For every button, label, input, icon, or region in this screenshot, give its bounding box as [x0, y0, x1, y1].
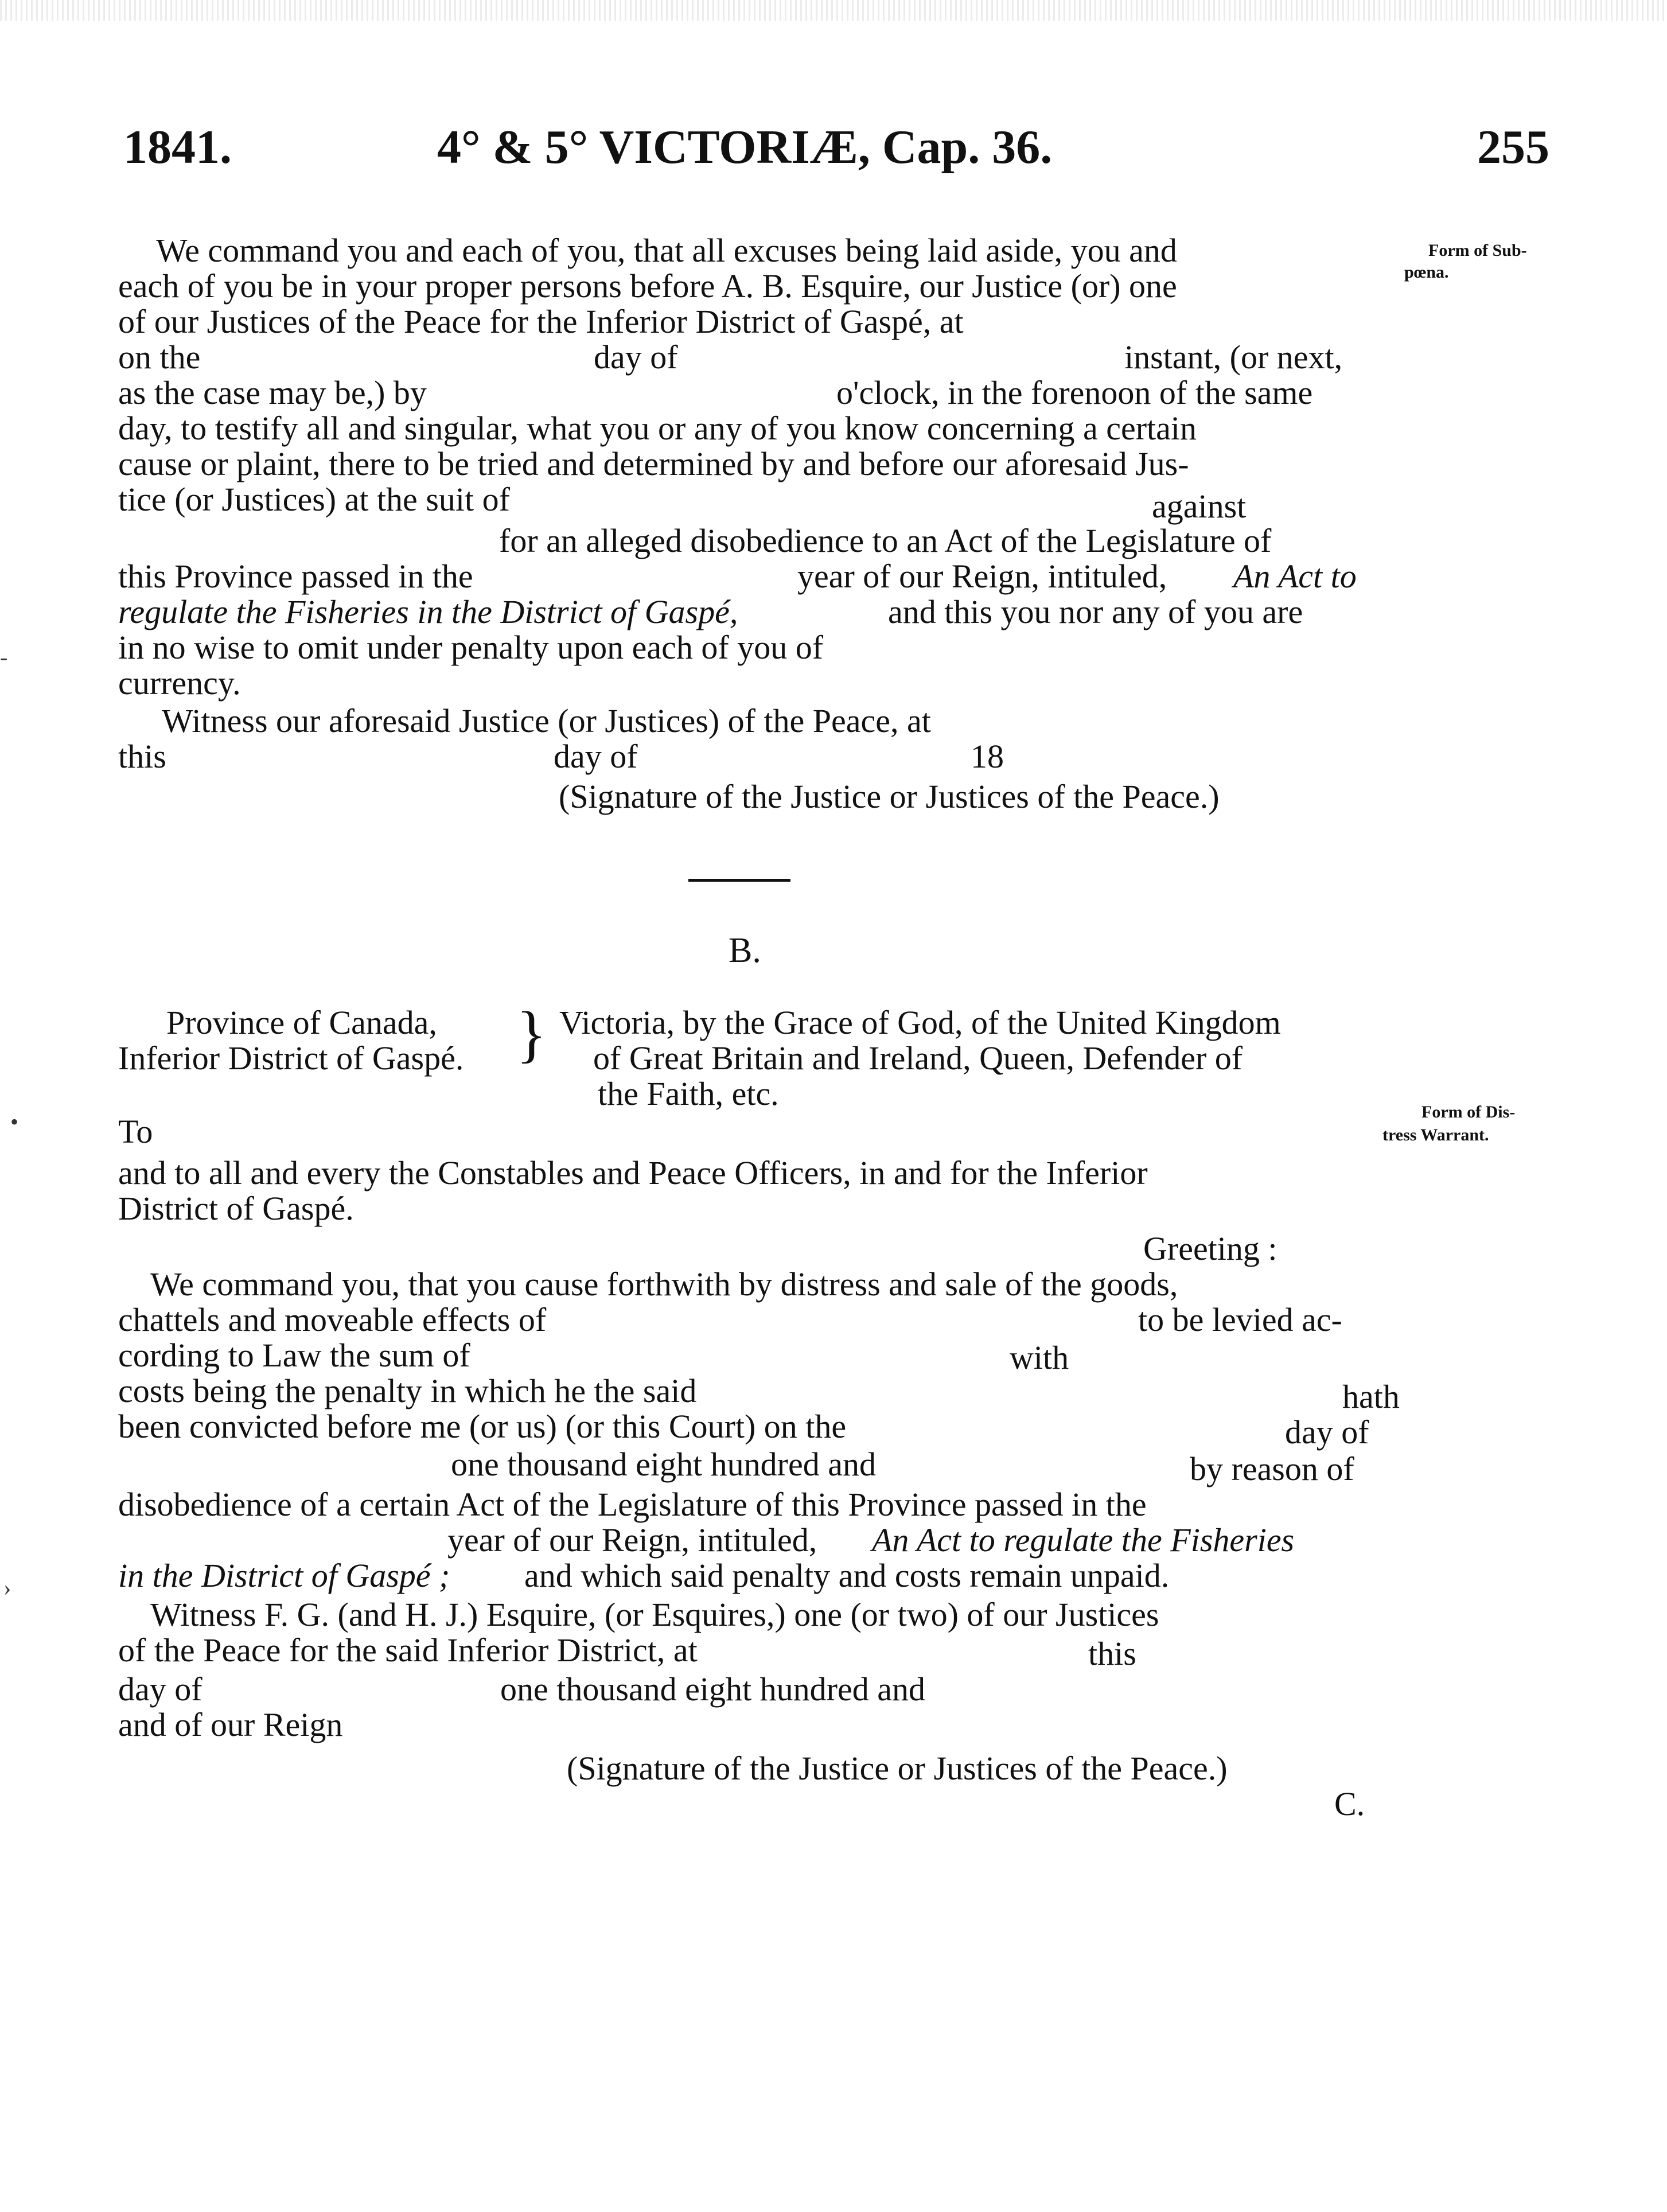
form-b-line: An Act to regulate the Fisheries — [872, 1521, 1295, 1559]
form-a-line: this — [118, 738, 166, 775]
section-divider — [688, 879, 790, 882]
form-a-line: o'clock, in the forenoon of the same — [836, 374, 1313, 411]
form-b-line: to be levied ac- — [1138, 1301, 1342, 1338]
brace-glyph: } — [516, 999, 547, 1069]
form-b-line: day of — [118, 1670, 202, 1708]
form-b-style-line: the Faith, etc. — [598, 1075, 779, 1112]
form-b-line: day of — [1285, 1413, 1369, 1451]
scan-mark-glyph: - — [0, 644, 8, 670]
scan-mark-glyph: • — [10, 1109, 19, 1135]
form-a-line: day of — [594, 338, 678, 376]
form-a-line: and this you nor any of you are — [888, 593, 1303, 630]
form-b-line: with — [1010, 1339, 1069, 1376]
form-a-line: each of you be in your proper persons before A. B. Esquire, our Justice (or) one — [118, 267, 1177, 305]
form-a-line: We command you and each of you, that all excuses being laid aside, you and — [156, 232, 1177, 269]
form-b-line: one thousand eight hundred and — [500, 1670, 925, 1708]
header-page-number: 255 — [1477, 120, 1549, 174]
form-b-line: of the Peace for the said Inferior District, at — [118, 1631, 698, 1669]
form-b-line: hath — [1342, 1378, 1400, 1415]
form-b-line: cording to Law the sum of — [118, 1337, 470, 1374]
form-b-province: Province of Canada, — [166, 1004, 437, 1041]
form-b-line: and which said penalty and costs remain unpaid. — [524, 1557, 1170, 1594]
form-a-line: on the — [118, 338, 201, 376]
form-a-line: day, to testify all and singular, what you or any of you know concerning a certain — [118, 410, 1197, 447]
form-b-line: Witness F. G. (and H. J.) Esquire, (or Esquires,) one (or two) of our Justices — [150, 1596, 1159, 1633]
form-a-line: against — [1152, 488, 1247, 525]
next-form-label: C. — [1334, 1785, 1365, 1822]
margin-note-subpoena-line2: pœna. — [1404, 263, 1449, 282]
form-b-line: in the District of Gaspé ; — [118, 1557, 450, 1594]
form-b-signature: (Signature of the Justice or Justices of the Peace.) — [567, 1750, 1228, 1787]
form-b-style-line: Victoria, by the Grace of God, of the United Kingdom — [559, 1004, 1281, 1041]
form-b-line: by reason of — [1190, 1450, 1354, 1487]
form-a-signature: (Signature of the Justice or Justices of the Peace.) — [559, 778, 1220, 815]
form-b-line: disobedience of a certain Act of the Legislature of this Province passed in the — [118, 1486, 1147, 1523]
form-b-line: and of our Reign — [118, 1706, 343, 1743]
form-a-line: day of — [554, 738, 638, 775]
form-b-line: District of Gaspé. — [118, 1190, 354, 1227]
form-b-heading: B. — [729, 931, 761, 970]
header-year: 1841. — [123, 120, 232, 174]
form-b-style-line: of Great Britain and Ireland, Queen, Defender of — [593, 1039, 1243, 1077]
form-b-line: this — [1088, 1635, 1136, 1672]
margin-note-subpoena-line1: Form of Sub- — [1428, 241, 1527, 260]
form-a-line: as the case may be,) by — [118, 374, 427, 411]
scan-edge — [0, 0, 1667, 21]
form-b-line: one thousand eight hundred and — [451, 1446, 876, 1483]
form-b-line: costs being the penalty in which he the said — [118, 1372, 697, 1409]
form-a-line: year of our Reign, intituled, — [797, 558, 1167, 595]
form-a-line: 18 — [971, 738, 1004, 775]
form-b-line: We command you, that you cause forthwith by distress and sale of the goods, — [150, 1265, 1178, 1303]
form-a-line: of our Justices of the Peace for the Inferior District of Gaspé, at — [118, 303, 964, 340]
scan-mark-glyph: › — [3, 1575, 11, 1600]
form-a-line: An Act to — [1233, 558, 1357, 595]
form-a-line: in no wise to omit under penalty upon each of you of — [118, 629, 824, 666]
form-b-greeting: Greeting : — [1143, 1230, 1277, 1267]
form-a-line: this Province passed in the — [118, 558, 473, 595]
form-a-line: instant, (or next, — [1124, 338, 1343, 376]
form-b-district: Inferior District of Gaspé. — [118, 1039, 464, 1077]
form-a-line: regulate the Fisheries in the District of Gaspé, — [118, 593, 738, 630]
margin-note-distress-line2: tress Warrant. — [1382, 1126, 1489, 1144]
form-a-line: Witness our aforesaid Justice (or Justices) of the Peace, at — [162, 702, 931, 739]
form-a-line: cause or plaint, there to be tried and determined by and before our aforesaid Jus- — [118, 445, 1189, 482]
form-b-to: To — [118, 1113, 153, 1150]
form-b-line: chattels and moveable effects of — [118, 1301, 547, 1338]
form-a-line: currency. — [118, 664, 241, 702]
form-b-line: year of our Reign, intituled, — [447, 1521, 817, 1559]
form-b-line: and to all and every the Constables and Peace Officers, in and for the Inferior — [118, 1154, 1148, 1191]
header-title: 4° & 5° VICTORIÆ, Cap. 36. — [437, 120, 1053, 174]
form-a-line: for an alleged disobedience to an Act of the Legislature of — [499, 522, 1272, 559]
margin-note-distress-line1: Form of Dis- — [1421, 1103, 1516, 1121]
form-a-line: tice (or Justices) at the suit of — [118, 481, 510, 518]
form-b-line: been convicted before me (or us) (or this Court) on the — [118, 1408, 847, 1445]
